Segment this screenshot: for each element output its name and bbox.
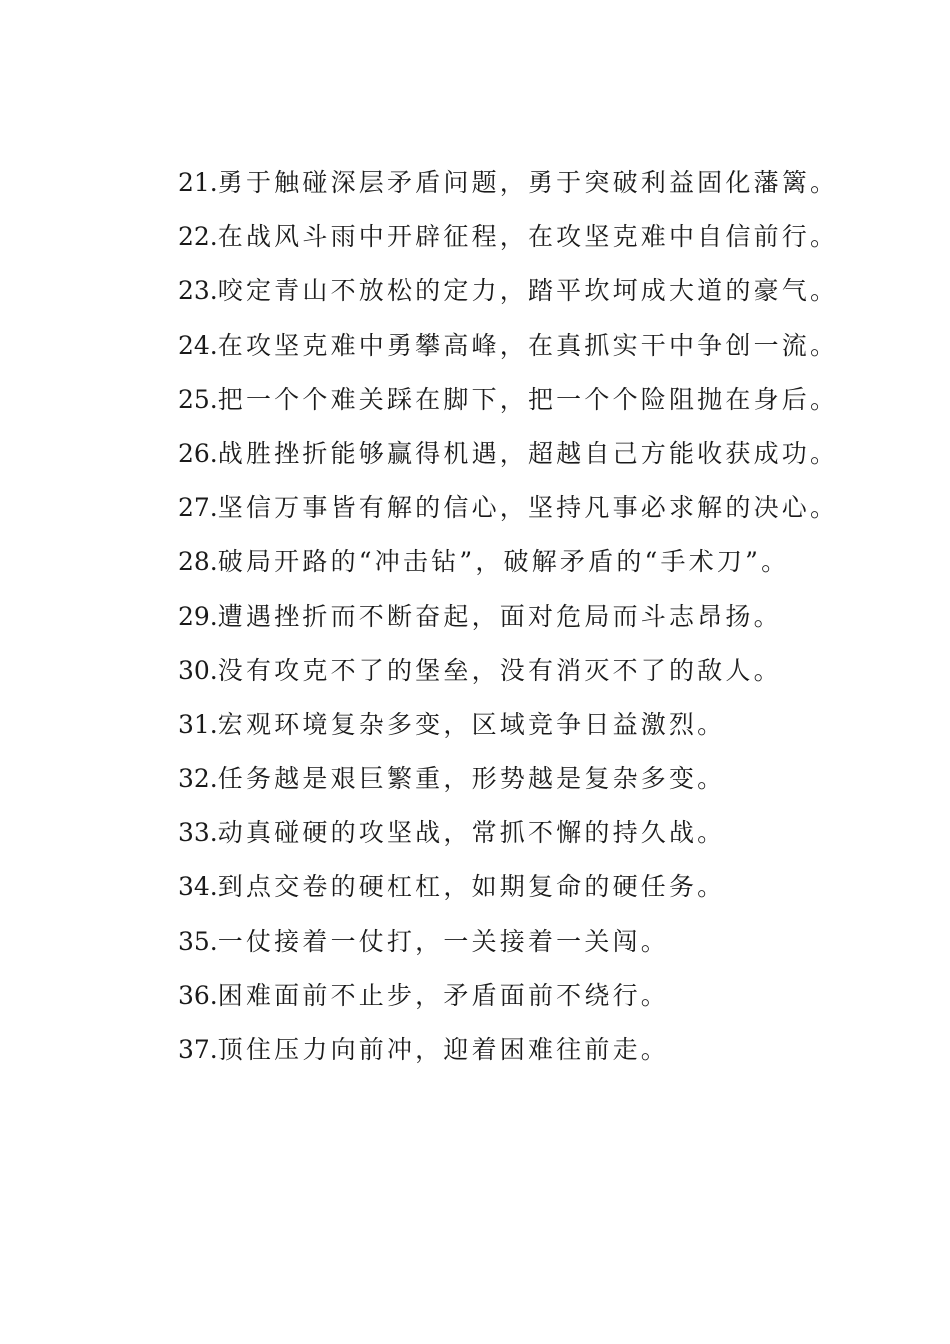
item-text: 坚信万事皆有解的信心，坚持凡事必求解的决心。 [217, 493, 839, 523]
item-number: 33. [178, 818, 218, 848]
list-item [178, 969, 838, 1023]
list-item [178, 427, 838, 481]
item-text: 勇于触碰深层矛盾问题，勇于突破利益固化藩篱。 [217, 168, 839, 197]
item-number: 21. [178, 168, 218, 197]
item-text: 战胜挫折能够赢得机遇，超越自己方能收获成功。 [217, 438, 839, 468]
list-item [178, 590, 838, 644]
list-item [178, 264, 838, 318]
list-item [178, 860, 838, 914]
list-item [178, 752, 838, 806]
list-item [178, 156, 838, 210]
list-item [178, 210, 838, 264]
item-number: 29. [178, 601, 218, 631]
item-text: 遭遇挫折而不断奋起，面对危局而斗志昂扬。 [217, 601, 782, 631]
list-item [178, 535, 838, 589]
list-item [178, 644, 838, 698]
item-number: 32. [178, 764, 218, 794]
item-text: 一仗接着一仗打，一关接着一关闯。 [217, 926, 669, 956]
list-item [178, 915, 838, 969]
list-item [178, 698, 838, 752]
item-number: 36. [178, 980, 218, 1010]
item-text: 困难面前不止步，矛盾面前不绕行。 [217, 980, 669, 1010]
item-number: 23. [178, 276, 218, 306]
list-item [178, 373, 838, 427]
item-text: 顶住压力向前冲，迎着困难往前走。 [217, 1035, 669, 1064]
item-number: 35. [178, 926, 218, 956]
item-number: 34. [178, 872, 218, 902]
item-number: 27. [178, 493, 218, 523]
list-item [178, 806, 838, 860]
item-number: 31. [178, 709, 218, 739]
item-text: 没有攻克不了的堡垒，没有消灭不了的敌人。 [217, 655, 782, 685]
item-text: 在攻坚克难中勇攀高峰，在真抓实干中争创一流。 [217, 330, 839, 360]
item-text: 破局开路的“冲击钻”，破解矛盾的“手术刀”。 [217, 547, 790, 577]
item-text: 到点交卷的硬杠杠，如期复命的硬任务。 [217, 872, 726, 902]
phrase-list [178, 156, 838, 1077]
item-number: 25. [178, 384, 218, 414]
item-text: 咬定青山不放松的定力，踏平坎坷成大道的豪气。 [217, 276, 839, 306]
list-item [178, 1023, 838, 1077]
item-number: 22. [178, 222, 218, 252]
item-text: 宏观环境复杂多变，区域竞争日益激烈。 [217, 709, 726, 739]
item-number: 26. [178, 438, 218, 468]
item-text: 把一个个难关踩在脚下，把一个个险阻抛在身后。 [217, 384, 839, 414]
list-item [178, 319, 838, 373]
list-item [178, 481, 838, 535]
item-text: 在战风斗雨中开辟征程，在攻坚克难中自信前行。 [217, 222, 839, 252]
item-number: 24. [178, 330, 218, 360]
item-text: 动真碰硬的攻坚战，常抓不懈的持久战。 [217, 818, 726, 848]
item-number: 28. [178, 547, 218, 577]
item-text: 任务越是艰巨繁重，形势越是复杂多变。 [217, 764, 726, 794]
item-number: 30. [178, 655, 218, 685]
item-number: 37. [178, 1035, 218, 1064]
